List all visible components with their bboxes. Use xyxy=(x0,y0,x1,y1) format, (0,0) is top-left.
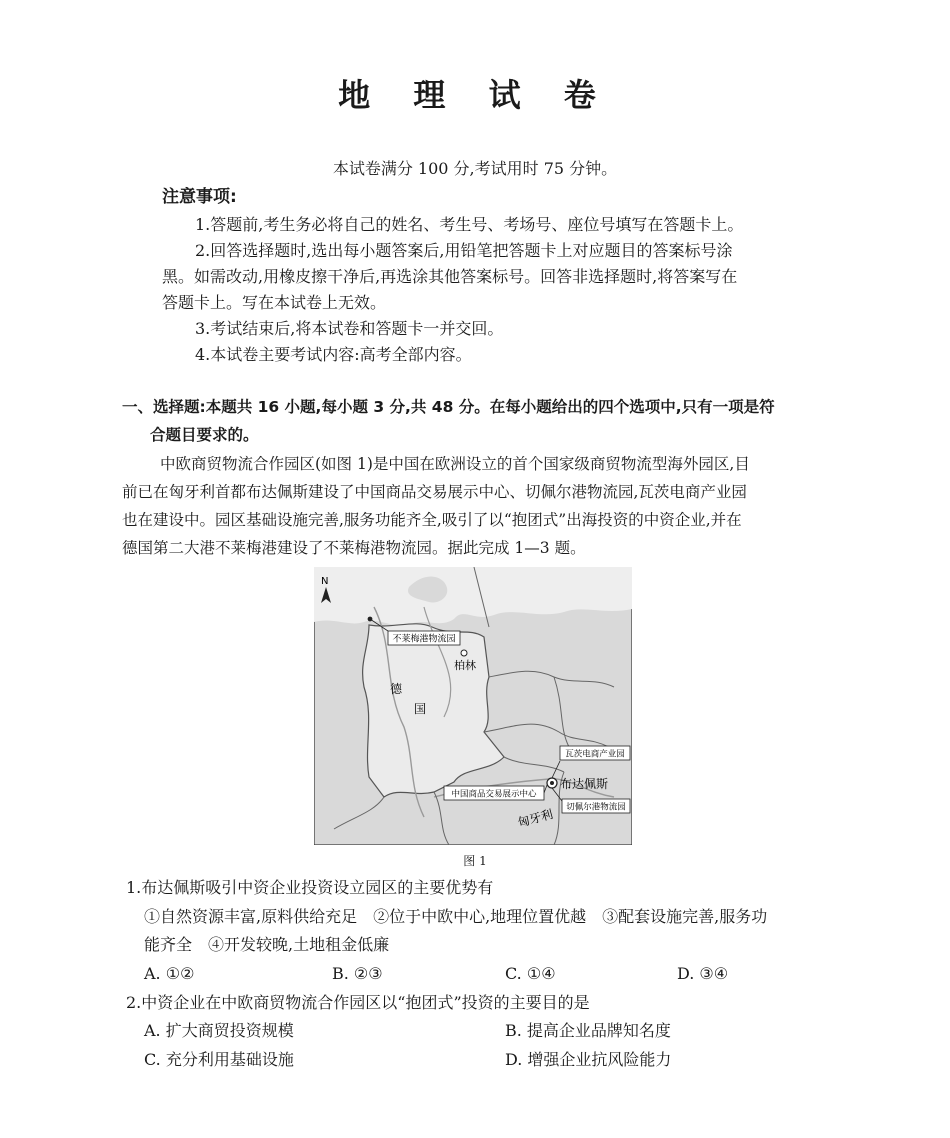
north-label: N xyxy=(321,576,329,587)
notice-item: 答题卡上。写在本试卷上无效。 xyxy=(162,293,387,312)
vac-park-label: 瓦茨电商产业园 xyxy=(565,749,625,760)
question-1-option-a[interactable]: A. ①② xyxy=(144,964,195,983)
csepel-label: 切佩尔港物流园 xyxy=(566,802,626,813)
exam-title: 地 理 试 卷 xyxy=(338,76,612,114)
exhibition-label: 中国商品交易展示中心 xyxy=(451,789,537,800)
notice-item: 4.本试卷主要考试内容:高考全部内容。 xyxy=(195,345,472,364)
bremen-park-label: 不莱梅港物流园 xyxy=(392,634,456,645)
question-1-option-b[interactable]: B. ②③ xyxy=(332,964,383,983)
section-heading: 一、选择题:本题共 16 小题,每小题 3 分,共 48 分。在每小题给出的四个选项中,只有一项是符 xyxy=(122,398,775,416)
question-1-option-c[interactable]: C. ①④ xyxy=(505,964,556,983)
section-heading-cont: 合题目要求的。 xyxy=(150,426,259,444)
budapest-label: 布达佩斯 xyxy=(560,777,609,791)
germany-label: 国 xyxy=(414,702,427,716)
question-1-stem: 1.布达佩斯吸引中资企业投资设立园区的主要优势有 xyxy=(126,878,494,897)
question-2-option-c[interactable]: C. 充分利用基础设施 xyxy=(144,1050,294,1069)
notice-item: 3.考试结束后,将本试卷和答题卡一并交回。 xyxy=(195,319,504,338)
passage-line: 也在建设中。园区基础设施完善,服务功能齐全,吸引了以“抱团式”出海投资的中资企业,并在 xyxy=(122,511,742,529)
notice-item: 2.回答选择题时,选出每小题答案后,用铅笔把答题卡上对应题目的答案标号涂 xyxy=(195,241,733,260)
passage-line: 德国第二大港不莱梅港建设了不莱梅港物流园。据此完成 1—3 题。 xyxy=(122,539,586,557)
map-figure xyxy=(314,567,632,845)
notice-heading: 注意事项: xyxy=(162,187,237,207)
question-2-option-b[interactable]: B. 提高企业品牌知名度 xyxy=(505,1021,671,1040)
question-2-option-d[interactable]: D. 增强企业抗风险能力 xyxy=(505,1050,672,1069)
question-1-option-d[interactable]: D. ③④ xyxy=(677,964,729,983)
figure-caption: 图 1 xyxy=(463,854,487,868)
notice-item: 黑。如需改动,用橡皮擦干净后,再选涂其他答案标号。回答非选择题时,将答案写在 xyxy=(162,267,738,286)
exam-intro: 本试卷满分 100 分,考试用时 75 分钟。 xyxy=(332,159,618,178)
berlin-label: 柏林 xyxy=(454,659,476,672)
budapest-point-dot xyxy=(550,781,554,785)
germany-label: 德 xyxy=(390,682,403,696)
berlin-point xyxy=(461,650,467,656)
passage-line: 前已在匈牙利首都布达佩斯建设了中国商品交易展示中心、切佩尔港物流园,瓦茨电商产业园 xyxy=(122,483,747,501)
hungary-label: 匈牙利 xyxy=(516,807,555,830)
question-2-stem: 2.中资企业在中欧商贸物流合作园区以“抱团式”投资的主要目的是 xyxy=(126,993,590,1012)
passage-line: 中欧商贸物流合作园区(如图 1)是中国在欧洲设立的首个国家级商贸物流型海外园区,目 xyxy=(160,455,750,473)
notice-item: 1.答题前,考生务必将自己的姓名、考生号、考场号、座位号填写在答题卡上。 xyxy=(195,215,744,234)
question-2-option-a[interactable]: A. 扩大商贸投资规模 xyxy=(144,1021,294,1040)
question-1-statement: 能齐全 ④开发较晚,土地租金低廉 xyxy=(144,935,390,954)
question-1-statement: ①自然资源丰富,原料供给充足 ②位于中欧中心,地理位置优越 ③配套设施完善,服务功 xyxy=(144,907,768,926)
